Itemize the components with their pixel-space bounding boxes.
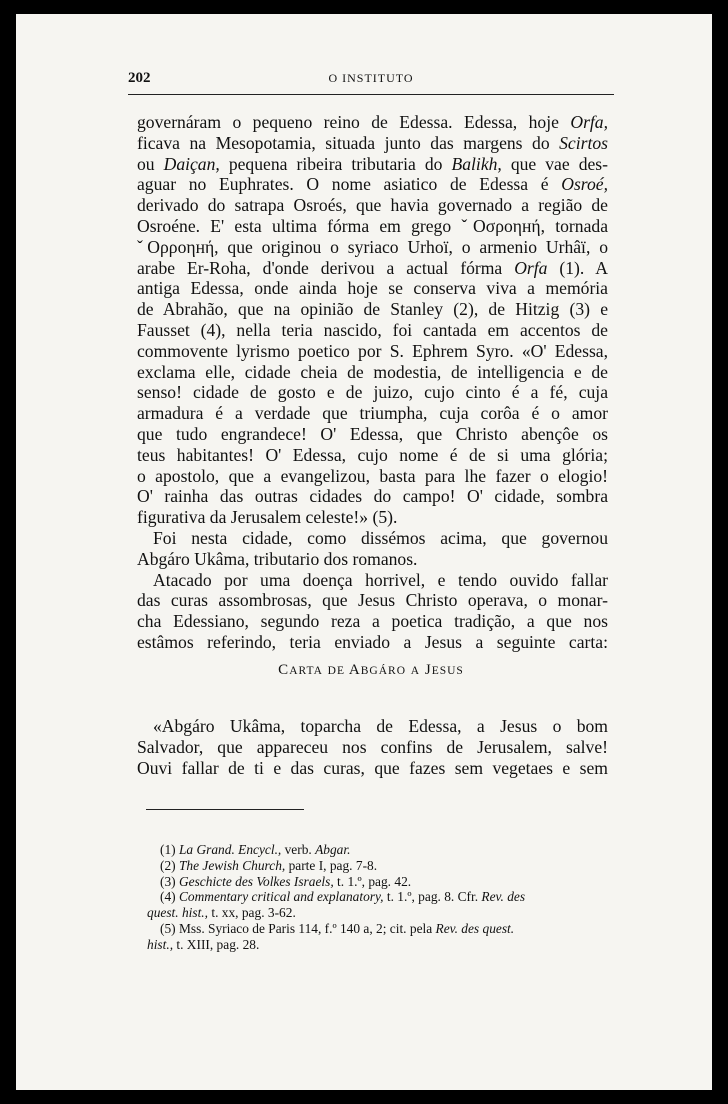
footnote-text: Mss. Syriaco de Paris 114, f.º 140 a, 2; cit. pela [178, 920, 436, 936]
footnote-number: (5) [160, 920, 176, 936]
text-run: que tudo engrandece! O' Edessa, que Christo abençôe os [137, 423, 608, 444]
footnote [160, 858, 610, 874]
footnote-citation: hist., [147, 936, 174, 952]
heading-word: A [410, 665, 421, 677]
footnote-number: (4) [160, 889, 176, 905]
text-run: governáram o pequeno reino de Edessa. Edessa, hoje [137, 112, 571, 132]
page-header [128, 70, 614, 92]
footnote-rule [146, 809, 304, 810]
footnote-citation: Rev. des [481, 889, 526, 905]
text-run: armadura é a verdade que triumpha, cuja corôa é o amor [137, 403, 608, 424]
body-line [137, 445, 608, 466]
footnote-text: t. 1.º, pag. 42. [333, 873, 412, 889]
body-line [137, 403, 608, 424]
italic-text: Orfa [514, 257, 548, 278]
footnote [147, 920, 610, 953]
body-line [137, 320, 608, 341]
body-line [137, 258, 608, 279]
footnote [160, 874, 610, 890]
footnote-continuation [147, 905, 610, 921]
footnote [160, 842, 610, 858]
body-line [137, 216, 608, 237]
text-run: de Abrahão, que na opinião de Stanley (2), de Hitzig (3) e [137, 299, 608, 320]
body-line [137, 382, 608, 403]
text-run: antiga Edessa, onde ainda hoje se conserva viva a memória [137, 278, 608, 299]
footnote-text: verb. [281, 842, 316, 857]
text-run: senso! cidade de gosto e de juizo, cujo cinto é a fé, cuja [137, 382, 608, 403]
footnote-text: t. xx, pag. 3-62. [208, 905, 296, 921]
text-run: Osroéne. E' esta ultima fórma em grego ˇΟσροηнή, tornada [137, 215, 608, 236]
footnote-number: (3) [160, 873, 176, 889]
text-run: (1). A [547, 257, 609, 278]
header-rule [128, 94, 614, 95]
running-title: O INSTITUTO [328, 71, 414, 85]
footnote-citation: La Grand. Encycl., [178, 842, 282, 857]
footnotes [147, 842, 610, 953]
text-run: ficava na Mesopotamia, situada junto das margens do [137, 132, 560, 153]
body-line [137, 570, 608, 591]
letter-line: Ouvi fallar de ti e das curas, que fazes sem vegetaes e sem [137, 758, 608, 778]
body-line [137, 154, 608, 175]
body-line [137, 507, 608, 528]
text-run: derivado do satrapa Osroés, que havia governado a região de [137, 195, 608, 216]
body-line [137, 590, 608, 611]
italic-text: Balikh, [451, 153, 502, 174]
footnote-citation: Geschicte des Volkes Israels, [178, 873, 334, 889]
text-run: cha Edessiano, segundo reza a poetica tradição, a que nos [137, 611, 608, 632]
footnote-continuation [147, 937, 610, 953]
italic-text: Daiçan, [163, 153, 220, 174]
footnote-text: t. XIII, pag. 28. [173, 936, 260, 952]
heading-word: DE [327, 665, 345, 677]
text-run: Fausset (4), nella teria nascido, foi cantada em accentos de [137, 319, 608, 340]
body-line [137, 362, 608, 383]
footnote-citation: Abgar. [315, 842, 351, 857]
section-heading [128, 662, 614, 679]
heading-word: C [278, 662, 290, 678]
text-run: estâmos referindo, teria enviado a Jesus a seguinte carta: [137, 631, 608, 652]
heading-word: J [424, 662, 432, 678]
text-run: figurativa da Jerusalem celeste!» (5). [137, 507, 398, 528]
text-run: pequena ribeira tributaria do [219, 153, 452, 174]
text-run: ou [137, 153, 164, 174]
text-run: o apostolo, que a evangelizou, basta para lhe fazer o elogio! [137, 465, 608, 486]
footnote [147, 889, 610, 921]
text-run: Abgáro Ukâma, tributario dos romanos. [137, 548, 418, 569]
body-line [137, 424, 608, 445]
body-line [137, 466, 608, 487]
heading-word: BGÁRO [360, 665, 407, 677]
letter-line: «Abgáro Ukâma, toparcha de Edessa, a Jesus o bom [153, 716, 608, 736]
text-run: O' rainha das outras cidades do campo! O' cidade, sombra [137, 486, 608, 507]
italic-text: Scirtos [559, 132, 608, 153]
body-line [137, 195, 608, 216]
text-run: teus habitantes! O' Edessa, cujo nome é de si uma glória; [137, 444, 608, 465]
body-line [137, 632, 608, 653]
letter-line: Salvador, que appareceu nos confins de Jerusalem, salve! [137, 737, 608, 757]
letter-text [137, 716, 608, 779]
footnote-citation: Commentary critical and explanatory, [178, 889, 384, 905]
footnote-text: parte I, pag. 7-8. [285, 857, 378, 873]
text-run: que vae des- [501, 153, 609, 174]
footnote-number: (1) [160, 842, 176, 857]
body-line [137, 341, 608, 362]
heading-word: ARTA [289, 665, 323, 677]
body-line [137, 112, 608, 133]
footnote-citation: quest. hist., [147, 905, 209, 921]
body-line [137, 174, 608, 195]
body-line [137, 237, 608, 258]
text-run: arabe Er-Roha, d'onde derivou a actual fórma [137, 257, 515, 278]
body-line [137, 528, 608, 549]
text-run: Atacado por uma doença horrivel, e tendo ouvido fallar [153, 569, 608, 590]
body-line [137, 278, 608, 299]
body-line [137, 133, 608, 154]
body-line [137, 299, 608, 320]
body-text [137, 112, 608, 653]
italic-text: Orfa, [570, 112, 608, 132]
page-number: 202 [128, 70, 151, 86]
body-line [137, 611, 608, 632]
text-run: ˇΟρροηнή, que originou o syriaco Urhoï, o armenio Urhâï, o [137, 236, 608, 257]
footnote-text: t. 1.º, pag. 8. Cfr. [383, 889, 482, 905]
footnote-number: (2) [160, 857, 176, 873]
text-run: commovente lyrismo poetico por S. Ephrem Syro. «O' Edessa, [137, 340, 608, 361]
heading-word: ESUS [431, 665, 464, 677]
text-run: exclama elle, cidade cheia de modestia, de intelligencia e de [137, 361, 608, 382]
text-run: das curas assombrosas, que Jesus Christo operava, o monar- [137, 590, 608, 611]
body-line [137, 549, 608, 570]
footnote-citation: The Jewish Church, [178, 857, 286, 873]
footnote-citation: Rev. des quest. [435, 920, 515, 936]
text-run: Foi nesta cidade, como dissémos acima, que governou [153, 527, 608, 548]
body-line [137, 486, 608, 507]
text-run: aguar no Euphrates. O nome asiatico de Edessa é [137, 174, 562, 195]
italic-text: Osroé, [561, 174, 608, 195]
heading-word: A [348, 662, 361, 678]
